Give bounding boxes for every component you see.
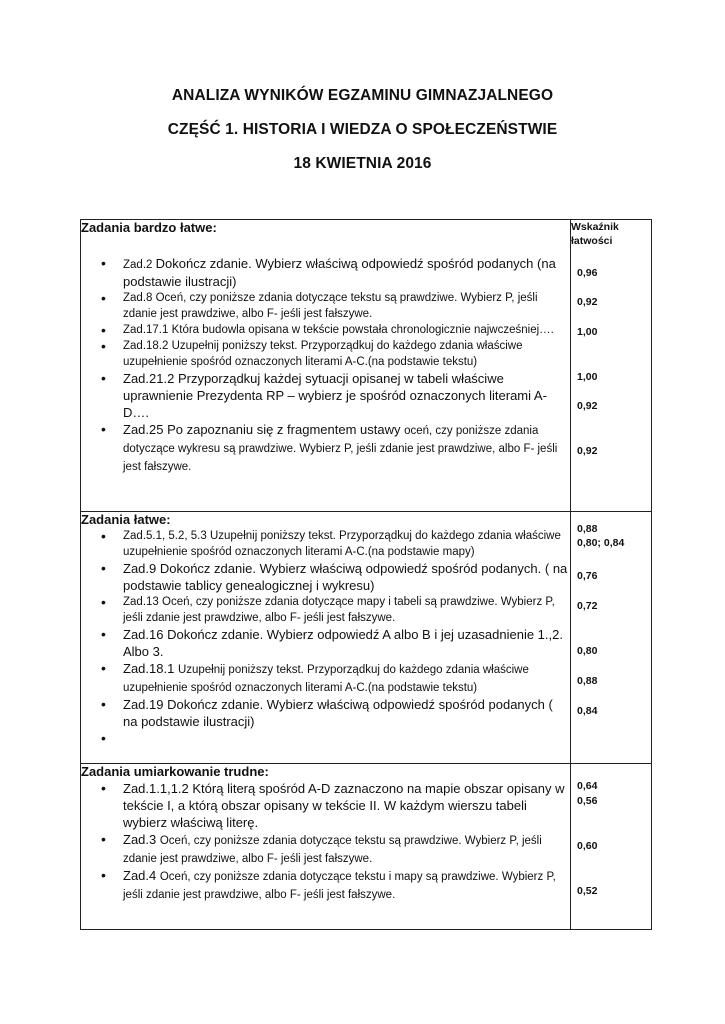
ease-value: 1,00: [577, 371, 598, 383]
section-moderately-hard: [81, 764, 652, 930]
results-table: [80, 219, 652, 930]
section-title: Zadania bardzo łatwe:: [81, 220, 217, 235]
section-tasks-cell: [81, 220, 571, 512]
list-item: • Zad.18.1 Uzupełnij poniższy tekst. Przyporządkuj do każdego zdania właściwe uzupełnienie spośród oznaczonych literami A-C.(na podstawie tekstu): [101, 660, 570, 696]
task-list: [81, 528, 570, 747]
ease-value: 0,64: [577, 780, 598, 792]
ease-index-cell: [571, 764, 652, 930]
document-header: [0, 86, 725, 174]
title-line-2: CZĘŚĆ 1. HISTORIA I WIEDZA O SPOŁECZEŃSTWIE: [167, 121, 558, 138]
ease-value: 0,92: [577, 400, 598, 412]
list-item: [101, 730, 570, 747]
list-item: • Zad.17.1 Która budowla opisana w tekście powstała chronologicznie najwcześniej….: [101, 322, 570, 338]
list-item: • Zad.4 Oceń, czy poniższe zdania dotyczące tekstu i mapy są prawdziwe. Wybierz P, jeśli zdanie jest prawdziwe, albo F- jeśli jest fałszywe.: [101, 867, 570, 903]
section-tasks-cell: [81, 512, 571, 764]
list-item: • Zad.21.2 Przyporządkuj każdej sytuacji opisanej w tabeli właściwe uprawnienie Prezydenta RP – wybierz je spośród oznaczonych literami A-D….: [101, 370, 570, 421]
list-item: • Zad.3 Oceń, czy poniższe zdania dotyczące tekstu są prawdziwe. Wybierz P, jeśli zdanie jest prawdziwe, albo F- jeśli jest fałszywe.: [101, 831, 570, 867]
ease-value: 0,52: [577, 885, 598, 897]
list-item: • Zad.16 Dokończ zdanie. Wybierz odpowiedź A albo B i jej uzasadnienie 1.,2. Albo 3.: [101, 626, 570, 660]
ease-value: 0,84: [577, 705, 598, 717]
section-easy: [81, 512, 652, 764]
ease-value: 0,88: [577, 523, 598, 535]
ease-value: 0,60: [577, 840, 598, 852]
ease-value: 0,92: [577, 296, 598, 308]
ease-value: 0,72: [577, 600, 598, 612]
title-line-1: ANALIZA WYNIKÓW EGZAMINU GIMNAZJALNEGO: [171, 87, 554, 104]
section-very-easy: [81, 220, 652, 512]
ease-value: 1,00: [577, 326, 598, 338]
list-item: • Zad.19 Dokończ zdanie. Wybierz właściwą odpowiedź spośród podanych ( na podstawie ilustracji): [101, 696, 570, 730]
ease-value: 0,80: [577, 645, 598, 657]
list-item: • Zad.18.2 Uzupełnij poniższy tekst. Przyporządkuj do każdego zdania właściwe uzupełnienie spośród oznaczonych literami A-C.(na podstawie tekstu): [101, 338, 570, 370]
section-title: Zadania łatwe:: [81, 512, 171, 527]
list-item: • Zad.2 Dokończ zdanie. Wybierz właściwą odpowiedź spośród podanych (na podstawie ilustracji): [101, 255, 570, 290]
ease-value: 0,76: [577, 570, 598, 582]
list-item: • Zad.9 Dokończ zdanie. Wybierz właściwą odpowiedź spośród podanych. ( na podstawie tablicy genealogicznej i wykresu): [101, 560, 570, 594]
ease-index-cell: [571, 220, 652, 512]
task-list: [81, 780, 570, 903]
ease-value: 0,56: [577, 795, 598, 807]
task-list: [81, 255, 570, 475]
list-item: • Zad.13 Oceń, czy poniższe zdania dotyczące mapy i tabeli są prawdziwe. Wybierz P, jeśli zdanie jest prawdziwe, albo F- jeśli jest fałszywe.: [101, 594, 570, 626]
list-item: • Zad.25 Po zapoznaniu się z fragmentem ustawy oceń, czy poniższe zdania dotyczące wykresu są prawdziwe. Wybierz P, jeśli zdanie jest prawdziwe, albo F- jeśli jest fałszywe.: [101, 421, 570, 475]
ease-value: 0,80; 0,84: [577, 537, 625, 549]
list-item: • Zad.8 Oceń, czy poniższe zdania dotyczące tekstu są prawdziwe. Wybierz P, jeśli zdanie jest prawdziwe, albo F- jeśli jest fałszywe.: [101, 290, 570, 322]
list-item: • Zad.1.1,1.2 Którą literą spośród A-D zaznaczono na mapie obszar opisany w tekście I, a którą obszar opisany w tekście II. W każdym wierszu tabeli wybierz właściwą literę.: [101, 780, 570, 831]
ease-value: 0,92: [577, 445, 598, 457]
ease-index-cell: [571, 512, 652, 764]
section-tasks-cell: [81, 764, 571, 930]
title-line-3: 18 KWIETNIA 2016: [293, 155, 432, 172]
list-item: • Zad.5.1, 5.2, 5.3 Uzupełnij poniższy tekst. Przyporządkuj do każdego zdania właściwe uzupełnienie spośród oznaczonych literami A-C.(na podstawie mapy): [101, 528, 570, 560]
ease-index-header: Wskaźnik łatwości: [571, 221, 619, 247]
ease-value: 0,96: [577, 267, 598, 279]
section-title: Zadania umiarkowanie trudne:: [81, 764, 269, 779]
ease-value: 0,88: [577, 675, 598, 687]
